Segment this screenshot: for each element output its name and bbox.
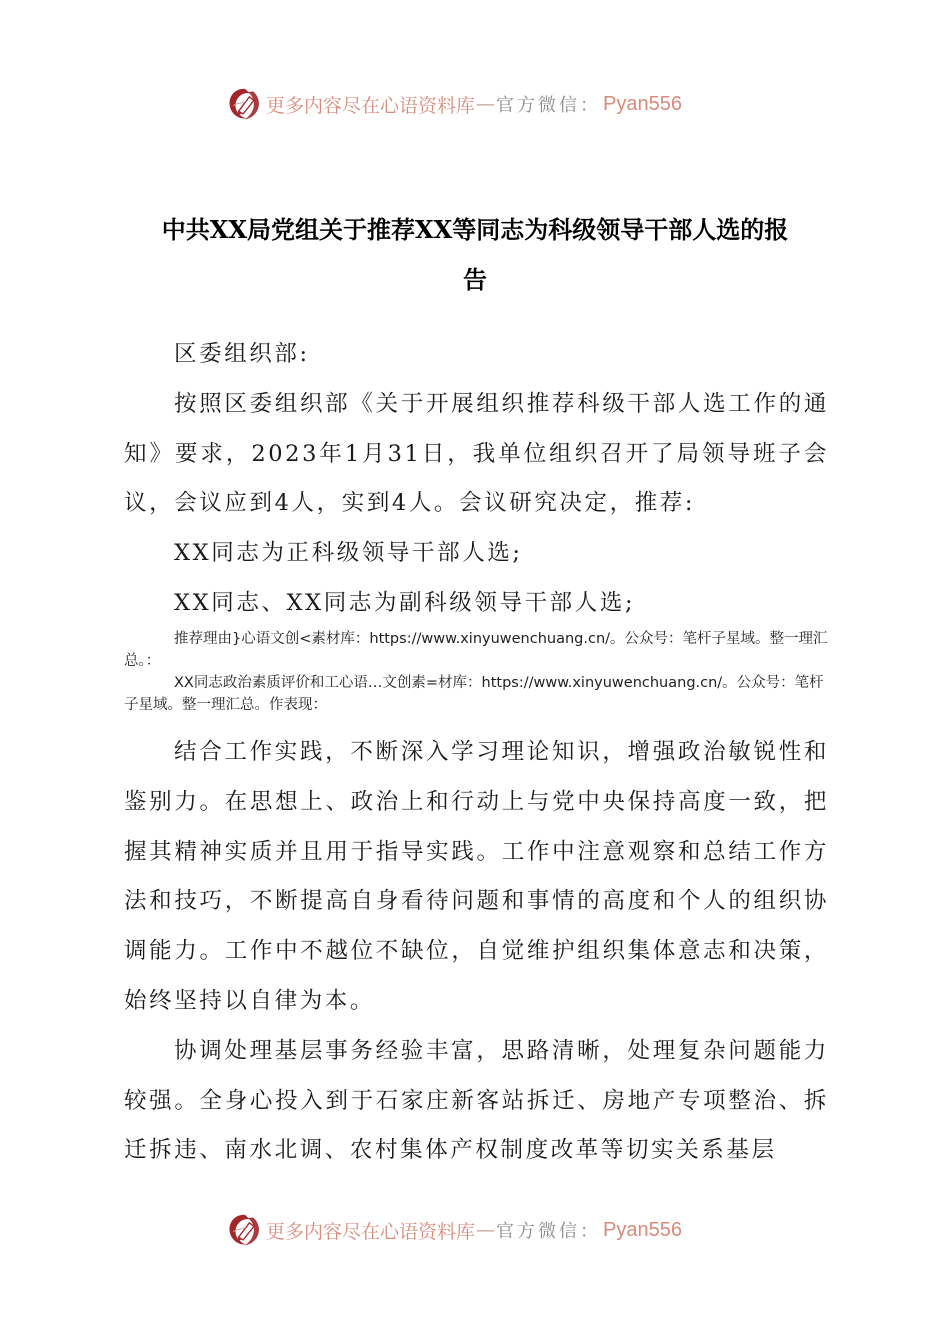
inserted-notes bbox=[124, 628, 834, 716]
pen-nib-logo-icon bbox=[226, 1212, 262, 1248]
footer-watermark-banner bbox=[226, 1210, 726, 1250]
wechat-label: 官方微信： bbox=[496, 95, 602, 116]
salutation: 区委组织部: bbox=[174, 341, 310, 367]
pen-nib-logo-icon bbox=[226, 86, 262, 122]
title-line-1: 中共XX局党组关于推荐XX等同志为科级领导干部人选的报 bbox=[161, 215, 789, 244]
paragraph-notice: 按照区委组织部《关于开展组织推荐科级干部人选工作的通知》要求，2023年1月31日，我单位组织召开了局领导班子会议，会议应到4人，实到4人。会议研究决定，推荐: bbox=[124, 390, 829, 517]
header-watermark-banner bbox=[226, 84, 726, 124]
wechat-id: Pyan556 bbox=[603, 1218, 682, 1241]
document-title bbox=[124, 205, 826, 305]
note-political-evaluation: XX同志政治素质评价和工心语…文创素=材库：https://www.xinyuwenchuang.cn/。公众号：笔杆子星域。整一理汇总。作表现： bbox=[124, 675, 824, 713]
promo-text: 更多内容尽在心语资料库 bbox=[266, 94, 476, 117]
wechat-label: 官方微信： bbox=[496, 1221, 602, 1242]
document-body-main bbox=[124, 728, 829, 1176]
wechat-id: Pyan556 bbox=[603, 92, 682, 115]
paragraph-recommend-deputy: XX同志、XX同志为副科级领导干部人选; bbox=[174, 589, 636, 616]
document-body-top bbox=[124, 330, 829, 629]
paragraph-political-quality: 结合工作实践，不断深入学习理论知识，增强政治敏锐性和鉴别力。在思想上、政治上和行动上与党中央保持高度一致，把握其精神实质并且用于指导实践。工作中注意观察和总结工作方法和技巧，不断提高自身看待问题和事情的高度和个人的组织协调能力。工作中不越位不缺位，自觉维护组织集体意志和决策，始终坚持以自律为本。 bbox=[124, 739, 829, 1014]
title-line-2: 告 bbox=[463, 265, 487, 294]
note-recommend-reason: 推荐理由}心语文创<素材库：https://www.xinyuwenchuang.cn/。公众号：笔杆子星域。整一理汇总。： bbox=[124, 631, 828, 669]
banner-dash: — bbox=[476, 1219, 496, 1241]
banner-dash: — bbox=[476, 93, 496, 115]
paragraph-work-experience: 协调处理基层事务经验丰富，思路清晰，处理复杂问题能力较强。全身心投入到于石家庄新客站拆迁、房地产专项整治、拆迁拆违、南水北调、农村集体产权制度改革等切实关系基层 bbox=[124, 1037, 829, 1164]
promo-text: 更多内容尽在心语资料库 bbox=[266, 1220, 476, 1243]
paragraph-recommend-chief: XX同志为正科级领导干部人选; bbox=[174, 540, 523, 567]
